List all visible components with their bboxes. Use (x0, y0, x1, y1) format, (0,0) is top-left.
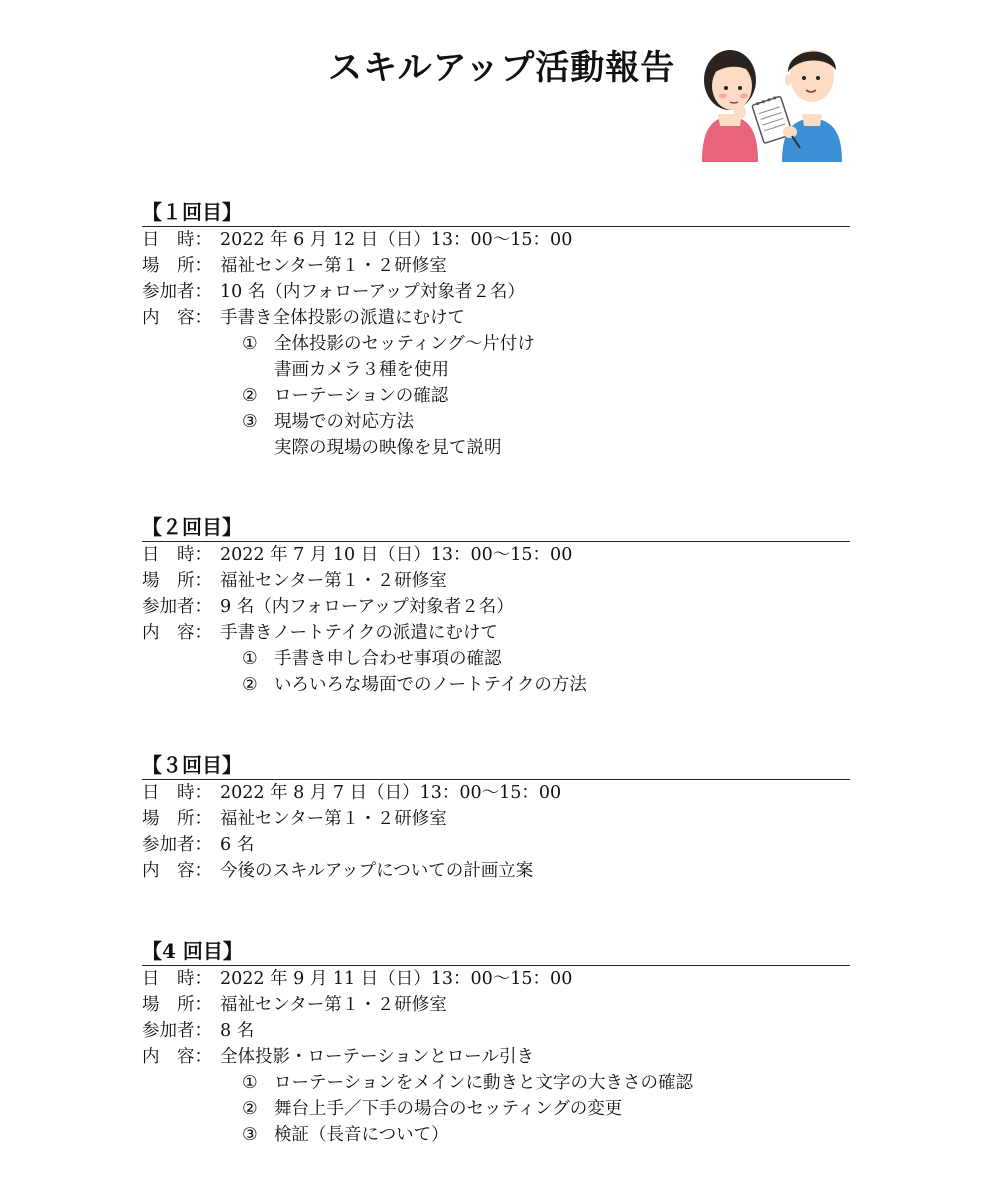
content-label: 内 容： (142, 1047, 212, 1067)
content-row (142, 305, 850, 331)
place-value: 福祉センター第１・２研修室 (220, 571, 447, 591)
item-text: 全体投影のセッティング～片付け (274, 334, 535, 354)
place-label: 場 所： (142, 809, 212, 829)
content-value: 全体投影・ローテーションとロール引き (220, 1047, 534, 1067)
date-label: 日 時： (142, 969, 212, 989)
item-text: ローテーションの確認 (274, 386, 449, 406)
content-item (142, 383, 850, 409)
content-value: 手書きノートテイクの派遣にむけて (220, 623, 498, 643)
date-row (142, 227, 850, 253)
content-value: 今後のスキルアップについての計画立案 (220, 861, 534, 881)
session-4 (142, 937, 850, 1148)
place-row (142, 992, 850, 1018)
date-row (142, 780, 850, 806)
place-row (142, 568, 850, 594)
content-item-continuation: 実際の現場の映像を見て説明 (274, 438, 502, 458)
content-label: 内 容： (142, 861, 212, 881)
two-people-discussing-illustration (696, 36, 846, 162)
participants-value: 9 名（内フォローアップ対象者２名） (220, 597, 514, 617)
date-value: 2022 年 6 月 12 日（日）13：00～15：00 (220, 230, 573, 250)
item-number: ② (242, 675, 258, 695)
content-row (142, 1044, 850, 1070)
page-title: スキルアップ活動報告 (328, 48, 676, 88)
content-row (142, 620, 850, 646)
content-item (142, 409, 850, 435)
item-number: ① (242, 334, 258, 354)
item-text: いろいろな場面でのノートテイクの方法 (274, 675, 587, 695)
participants-value: 10 名（内フォローアップ対象者２名） (220, 282, 525, 302)
content-item (142, 1096, 850, 1122)
content-item (142, 646, 850, 672)
place-label: 場 所： (142, 256, 212, 276)
date-row (142, 966, 850, 992)
session-heading: 【4 回目】 (142, 937, 850, 966)
session-1 (142, 198, 850, 461)
item-text: 現場での対応方法 (274, 412, 414, 432)
content-label: 内 容： (142, 623, 212, 643)
participants-row (142, 1018, 850, 1044)
date-row (142, 542, 850, 568)
content-item-continuation: 書画カメラ３種を使用 (274, 360, 449, 380)
session-heading: 【３回目】 (142, 751, 850, 780)
participants-value: 6 名 (220, 835, 255, 855)
date-value: 2022 年 8 月 7 日（日）13：00～15：00 (220, 783, 562, 803)
content-value: 手書き全体投影の派遣にむけて (220, 308, 465, 328)
session-heading: 【２回目】 (142, 513, 850, 542)
participants-row (142, 279, 850, 305)
item-number: ③ (242, 1125, 258, 1145)
content-item (142, 331, 850, 357)
participants-value: 8 名 (220, 1021, 255, 1041)
place-label: 場 所： (142, 995, 212, 1015)
content-label: 内 容： (142, 308, 212, 328)
place-value: 福祉センター第１・２研修室 (220, 256, 447, 276)
item-text: 手書き申し合わせ事項の確認 (274, 649, 502, 669)
participants-row (142, 832, 850, 858)
item-number: ② (242, 386, 258, 406)
item-number: ① (242, 1073, 258, 1093)
item-number: ③ (242, 412, 258, 432)
date-value: 2022 年 7 月 10 日（日）13：00～15：00 (220, 545, 573, 565)
date-label: 日 時： (142, 230, 212, 250)
session-3 (142, 751, 850, 884)
place-label: 場 所： (142, 571, 212, 591)
content-item (142, 1070, 850, 1096)
place-value: 福祉センター第１・２研修室 (220, 809, 447, 829)
content-item (142, 672, 850, 698)
item-number: ② (242, 1099, 258, 1119)
session-heading: 【１回目】 (142, 198, 850, 227)
date-label: 日 時： (142, 545, 212, 565)
date-label: 日 時： (142, 783, 212, 803)
content-item (142, 1122, 850, 1148)
participants-label: 参加者： (142, 282, 212, 302)
content-row (142, 858, 850, 884)
participants-label: 参加者： (142, 1021, 212, 1041)
place-row (142, 253, 850, 279)
date-value: 2022 年 9 月 11 日（日）13：00～15：00 (220, 969, 573, 989)
place-value: 福祉センター第１・２研修室 (220, 995, 447, 1015)
participants-label: 参加者： (142, 597, 212, 617)
participants-label: 参加者： (142, 835, 212, 855)
item-text: ローテーションをメインに動きと文字の大きさの確認 (274, 1073, 693, 1093)
item-text: 検証（長音について） (274, 1125, 449, 1145)
item-text: 舞台上手／下手の場合のセッティングの変更 (274, 1099, 623, 1119)
item-number: ① (242, 649, 258, 669)
session-2 (142, 513, 850, 698)
place-row (142, 806, 850, 832)
participants-row (142, 594, 850, 620)
